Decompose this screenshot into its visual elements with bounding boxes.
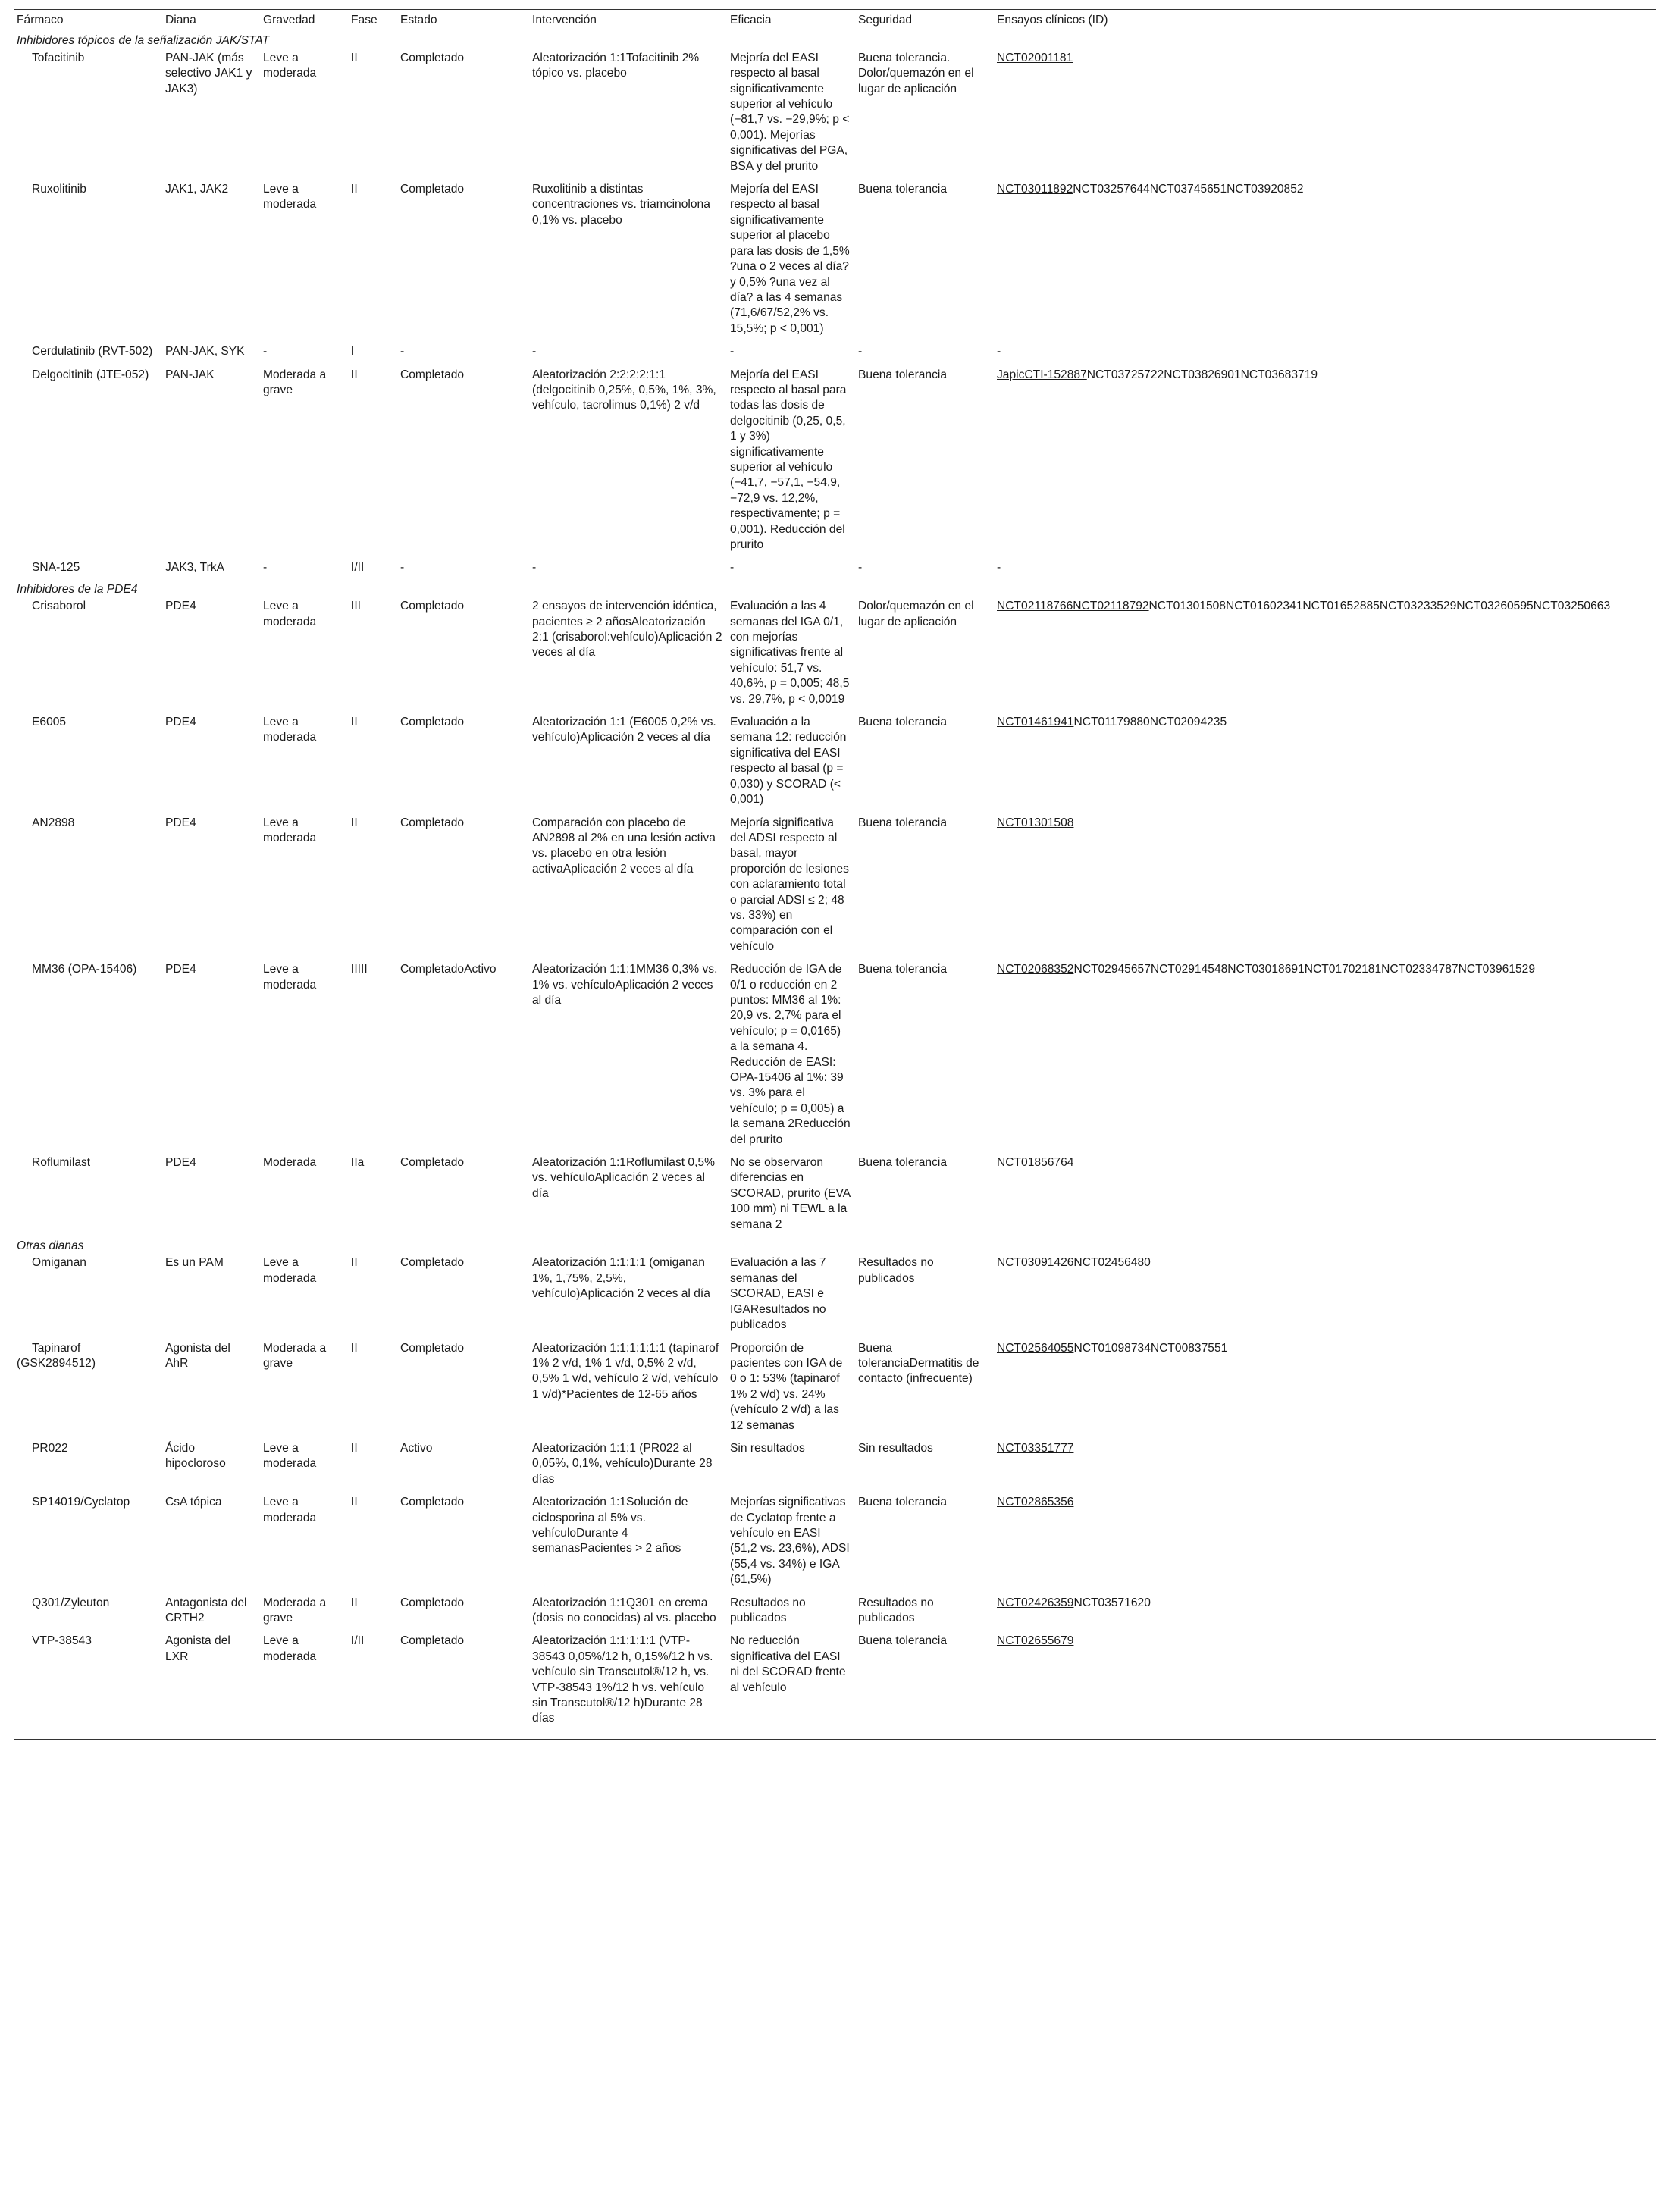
header-seguridad: Seguridad (855, 10, 994, 33)
cell-intervention: Aleatorización 1:1Tofacitinib 2% tópico vs. placebo (532, 51, 703, 80)
cell-safety: Buena tolerancia (858, 963, 948, 976)
table-row (14, 597, 1656, 713)
cell-drug-name: Delgocitinib (JTE-052) (32, 368, 149, 381)
cell-target: PDE4 (165, 600, 196, 613)
cell-drug-name: Ruxolitinib (32, 183, 86, 196)
cell-drug-name: Tofacitinib (32, 51, 85, 64)
table-row (14, 180, 1656, 343)
cell-severity: Leve a moderada (263, 716, 317, 744)
trial-ids: NCT03091426NCT02456480 (997, 1256, 1151, 1270)
trial-link[interactable]: NCT01461941 (997, 716, 1074, 729)
trial-ids: NCT03571620 (1073, 1596, 1151, 1609)
cell-efficacy: Reducción de IGA de 0/1 o reducción en 2 puntos: MM36 al 1%: 20,9 vs. 2,7% para el vehículo; p = 0,0165) a la semana 4. Reducción de EASI: OPA-15406 al 1%: 39 vs. 3% para el vehículo; p = 0,005) a la semana 2Reducción del prurito (730, 963, 854, 1146)
cell-status: Completado (400, 1156, 465, 1170)
cell-intervention: Aleatorización 1:1 (E6005 0,2% vs. vehículo)Aplicación 2 veces al día (532, 716, 720, 744)
cell-status: Completado (400, 816, 465, 829)
table-row (14, 814, 1656, 961)
cell-efficacy: Mejoría del EASI respecto al basal para todas las dosis de delgocitinib (0,25, 0,5, 1 y 3%) significativamente superior al vehículo (−41,7, −57,1, −54,9, −72,9 vs. 12,2%, respectivamente; p = 0,001). Reducción del prurito (730, 368, 850, 551)
trial-link[interactable]: NCT02001181 (997, 51, 1073, 64)
cell-target: Agonista del LXR (162, 1632, 260, 1739)
table-row (14, 1493, 1656, 1593)
cell-severity: Leve a moderada (263, 51, 317, 80)
cell-status: CompletadoActivo (400, 963, 497, 976)
cell-drug-name: AN2898 (32, 816, 75, 829)
cell-severity: Leve a moderada (263, 816, 317, 844)
trial-link[interactable]: NCT02655679 (997, 1634, 1074, 1648)
cell-safety: Buena tolerancia (858, 183, 948, 196)
table-body (14, 33, 1656, 1739)
cell-target: Es un PAM (165, 1256, 224, 1270)
cell-severity: Leve a moderada (263, 600, 317, 628)
cell-drug-name: Crisaborol (32, 600, 86, 613)
cell-trials (994, 1254, 1656, 1339)
table-row (14, 1254, 1656, 1339)
trial-link[interactable]: NCT02426359 (997, 1596, 1074, 1609)
cell-drug-name: E6005 (32, 716, 67, 729)
cell-intervention: Aleatorización 1:1:1:1 (omiganan 1%, 1,75%, 2,5%, vehículo)Aplicación 2 veces al día (532, 1256, 710, 1301)
section-header-row (14, 1239, 1656, 1254)
cell-severity: - (263, 561, 268, 575)
section-header-row (14, 582, 1656, 597)
cell-trials (994, 180, 1656, 343)
cell-safety: - (858, 345, 863, 359)
cell-trials (994, 559, 1656, 581)
cell-trials (994, 713, 1656, 813)
cell-intervention: Aleatorización 1:1:1:1:1:1 (tapinarof 1% 2 v/d, 1% 1 v/d, 0,5% 2 v/d, 0,5% 1 v/d, vehículo 2 v/d, vehículo 1 v/d)*Pacientes de 12-65 años (532, 1341, 722, 1401)
cell-phase: II (351, 183, 358, 196)
cell-phase: II (351, 1496, 358, 1509)
cell-target: PAN-JAK (165, 368, 215, 381)
cell-target: PDE4 (165, 716, 196, 729)
cell-safety: Buena tolerancia (858, 1156, 948, 1170)
cell-efficacy: Evaluación a las 7 semanas del SCORAD, EASI e IGAResultados no publicados (730, 1256, 829, 1332)
cell-trials (994, 366, 1656, 559)
cell-status: Completado (400, 183, 465, 196)
trial-link[interactable]: NCT02564055 (997, 1341, 1074, 1355)
cell-status: - (400, 561, 405, 575)
cell-intervention: - (532, 345, 537, 359)
cell-intervention: - (532, 561, 537, 575)
cell-drug-name: Tapinarof (GSK2894512) (17, 1341, 96, 1370)
cell-status: Activo (400, 1441, 433, 1455)
cell-severity: Moderada a grave (263, 368, 330, 396)
cell-trials (994, 960, 1656, 1154)
trial-ids: NCT02945657NCT02914548NCT03018691NCT01702181NCT02334787NCT03961529 (1073, 963, 1536, 976)
cell-severity: Moderada a grave (263, 1596, 330, 1625)
cell-status: Completado (400, 51, 465, 64)
cell-intervention: Comparación con placebo de AN2898 al 2% en una lesión activa vs. placebo en otra lesión activaAplicación 2 veces al día (532, 816, 719, 876)
header-farmaco: Fármaco (14, 10, 162, 33)
table-header-row (14, 10, 1656, 33)
trial-link[interactable]: NCT01301508 (997, 816, 1074, 829)
trial-link[interactable]: NCT02865356 (997, 1496, 1074, 1509)
cell-severity: - (263, 345, 268, 359)
cell-target: PDE4 (165, 816, 196, 829)
cell-status: Completado (400, 716, 465, 729)
cell-phase: IIIII (351, 963, 368, 976)
table-row (14, 559, 1656, 581)
section-title: Inhibidores de la PDE4 (17, 582, 138, 596)
cell-efficacy: No reducción significativa del EASI ni del SCORAD frente al vehículo (727, 1632, 855, 1739)
trial-ids: - (997, 561, 1001, 575)
cell-status: Completado (400, 1341, 465, 1355)
cell-safety: Buena tolerancia (858, 368, 948, 381)
trial-ids: NCT03725722NCT03826901NCT03683719 (1086, 368, 1318, 381)
cell-drug-name: Q301/Zyleuton (32, 1596, 110, 1609)
trial-ids: NCT01301508NCT01602341NCT01652885NCT03233529NCT03260595NCT03250663 (1148, 600, 1611, 613)
cell-drug-name: PR022 (32, 1441, 68, 1455)
header-ensayos: Ensayos clínicos (ID) (994, 10, 1656, 33)
trial-link[interactable]: NCT03011892 (997, 183, 1073, 196)
cell-trials (994, 343, 1656, 365)
cell-target: PAN-JAK (más selectivo JAK1 y JAK3) (165, 51, 255, 96)
cell-phase: II (351, 1341, 358, 1355)
cell-drug-name: SNA-125 (32, 561, 80, 575)
cell-severity: Leve a moderada (263, 963, 317, 992)
cell-safety: Resultados no publicados (858, 1256, 938, 1285)
cell-trials (994, 597, 1656, 713)
header-estado: Estado (397, 10, 529, 33)
cell-severity: Moderada a grave (263, 1341, 330, 1370)
header-diana: Diana (162, 10, 260, 33)
trial-link[interactable]: NCT03351777 (997, 1441, 1074, 1455)
cell-safety: Buena tolerancia (858, 816, 948, 829)
cell-trials (994, 1493, 1656, 1593)
cell-intervention: Aleatorización 1:1:1:1:1 (VTP-38543 0,05%/12 h, 0,15%/12 h vs. vehículo sin Transcutol®/12 h, vs. VTP-38543 1%/12 h vs. vehículo sin Transcutol®/12 h)Durante 28 días (529, 1632, 727, 1739)
trial-ids: NCT01098734NCT00837551 (1073, 1341, 1228, 1355)
cell-intervention: Ruxolitinib a distintas concentraciones vs. triamcinolona 0,1% vs. placebo (532, 183, 714, 227)
cell-phase: II (351, 1256, 358, 1270)
trial-ids: NCT01179880NCT02094235 (1073, 716, 1227, 729)
header-gravedad: Gravedad (260, 10, 348, 33)
cell-efficacy: Proporción de pacientes con IGA de 0 o 1: 53% (tapinarof 1% 2 v/d) vs. 24% (vehículo 2 v/d) a las 12 semanas (730, 1341, 846, 1432)
cell-intervention: 2 ensayos de intervención idéntica, pacientes ≥ 2 añosAleatorización 2:1 (crisaborol:vehículo)Aplicación 2 veces al día (532, 600, 725, 660)
cell-status: Completado (400, 600, 465, 613)
cell-drug-name: SP14019/Cyclatop (32, 1496, 130, 1509)
cell-efficacy: Mejoría significativa del ADSI respecto al basal, mayor proporción de lesiones con aclaramiento total o parcial ADSI ≤ 2; 48 vs. 33%) en comparación con el vehículo (730, 816, 853, 953)
cell-efficacy: Evaluación a las 4 semanas del IGA 0/1, con mejorías significativas frente al vehículo: 51,7 vs. 40,6%, p = 0,005; 48,5 vs. 29,7%, p < 0,0019 (730, 600, 853, 706)
cell-severity: Leve a moderada (263, 1496, 317, 1524)
cell-target: CsA tópica (165, 1496, 222, 1509)
cell-phase: I/II (348, 1632, 397, 1739)
cell-intervention: Aleatorización 1:1:1MM36 0,3% vs. 1% vs. vehículoAplicación 2 veces al día (532, 963, 721, 1007)
cell-trials (994, 814, 1656, 961)
cell-severity: Leve a moderada (260, 1632, 348, 1739)
cell-target: JAK1, JAK2 (165, 183, 229, 196)
cell-drug-name: Omiganan (32, 1256, 86, 1270)
cell-phase: II (351, 51, 358, 64)
cell-efficacy: Mejoría del EASI respecto al basal significativamente superior al placebo para las dosis de 1,5% ?una o 2 veces al día? y 0,5% ?una vez al día? a las 4 semanas (71,6/67/52,2% vs. 15,5%; p < 0,001) (730, 183, 854, 335)
cell-intervention: Aleatorización 1:1Roflumilast 0,5% vs. vehículoAplicación 2 veces al día (532, 1156, 719, 1200)
cell-safety: Buena tolerancia (855, 1632, 994, 1739)
table-row (14, 1339, 1656, 1440)
cell-safety: Buena tolerancia (858, 716, 948, 729)
cell-safety: Resultados no publicados (858, 1596, 938, 1625)
cell-trials (994, 49, 1656, 180)
trial-link[interactable]: JapicCTI-152887 (997, 368, 1087, 381)
table-row (14, 960, 1656, 1154)
cell-phase: II (351, 1596, 358, 1609)
cell-efficacy: Resultados no publicados (730, 1596, 810, 1625)
cell-status: Completado (400, 1596, 465, 1609)
cell-target: PDE4 (165, 1156, 196, 1170)
table-row (14, 49, 1656, 180)
cell-status: Completado (400, 368, 465, 381)
cell-status: - (400, 345, 405, 359)
cell-status: Completado (400, 1256, 465, 1270)
cell-trials (994, 1154, 1656, 1239)
cell-trials (994, 1594, 1656, 1633)
cell-severity: Leve a moderada (263, 1256, 317, 1285)
cell-status: Completado (400, 1496, 465, 1509)
cell-intervention: Aleatorización 1:1Solución de ciclosporina al 5% vs. vehículoDurante 4 semanasPacientes > 2 años (532, 1496, 691, 1556)
cell-safety: Sin resultados (858, 1441, 933, 1455)
cell-efficacy: Mejorías significativas de Cyclatop frente a vehículo en EASI (51,2 vs. 23,6%), ADSI (55,4 vs. 34%) e IGA (61,5%) (730, 1496, 854, 1587)
cell-trials (994, 1339, 1656, 1440)
cell-intervention: Aleatorización 2:2:2:2:1:1 (delgocitinib 0,25%, 0,5%, 1%, 3%, vehículo, tacrolimus 0,1%) 2 v/d (532, 368, 720, 412)
cell-safety: Dolor/quemazón en el lugar de aplicación (858, 600, 977, 628)
cell-phase: II (351, 1441, 358, 1455)
cell-phase: III (351, 600, 361, 613)
cell-trials (994, 1440, 1656, 1493)
cell-severity: Leve a moderada (263, 1441, 317, 1471)
header-fase: Fase (348, 10, 397, 33)
cell-status: Completado (397, 1632, 529, 1739)
section-header-row (14, 33, 1656, 49)
cell-safety: Buena tolerancia (858, 1496, 948, 1509)
trial-link[interactable]: NCT02118766NCT02118792 (997, 600, 1149, 613)
trial-link[interactable]: NCT02068352 (997, 963, 1074, 976)
cell-phase: II (351, 368, 358, 381)
table-row (14, 1632, 1656, 1739)
cell-drug-name: Cerdulatinib (RVT-502) (32, 345, 153, 359)
table-row (14, 1594, 1656, 1633)
cell-phase: II (351, 716, 358, 729)
cell-drug-name: MM36 (OPA-15406) (32, 963, 137, 976)
table-row (14, 1440, 1656, 1493)
cell-phase: I/II (351, 561, 365, 575)
trial-ids: - (997, 345, 1001, 359)
table-row (14, 366, 1656, 559)
cell-safety: Buena toleranciaDermatitis de contacto (infrecuente) (858, 1341, 982, 1386)
header-intervencion: Intervención (529, 10, 727, 33)
cell-target: Antagonista del CRTH2 (165, 1596, 250, 1625)
cell-target: Ácido hipocloroso (165, 1441, 226, 1471)
section-title: Inhibidores tópicos de la señalización JAK/STAT (17, 34, 270, 48)
cell-efficacy: - (730, 561, 735, 575)
cell-efficacy: Sin resultados (730, 1441, 805, 1455)
cell-phase: I (351, 345, 355, 359)
cell-efficacy: - (730, 345, 735, 359)
cell-drug-name: VTP-38543 (14, 1632, 162, 1739)
cell-target: PAN-JAK, SYK (165, 345, 245, 359)
cell-drug-name: Roflumilast (32, 1156, 91, 1170)
cell-severity: Leve a moderada (263, 183, 317, 211)
trial-ids: NCT03257644NCT03745651NCT03920852 (1073, 183, 1304, 196)
table-row (14, 343, 1656, 365)
cell-phase: IIa (351, 1156, 365, 1170)
trial-link[interactable]: NCT01856764 (997, 1156, 1074, 1170)
cell-efficacy: No se observaron diferencias en SCORAD, prurito (EVA 100 mm) ni TEWL a la semana 2 (730, 1156, 854, 1231)
cell-intervention: Aleatorización 1:1Q301 en crema (dosis no conocidas) al vs. placebo (532, 1596, 716, 1625)
cell-safety: Buena tolerancia. Dolor/quemazón en el lugar de aplicación (858, 51, 977, 96)
cell-trials (994, 1632, 1656, 1739)
cell-phase: II (351, 816, 358, 829)
cell-safety: - (858, 561, 863, 575)
section-title: Otras dianas (17, 1239, 84, 1253)
clinical-trials-table (14, 9, 1656, 1740)
header-eficacia: Eficacia (727, 10, 855, 33)
cell-target: PDE4 (165, 963, 196, 976)
table-row (14, 713, 1656, 813)
cell-target: JAK3, TrkA (165, 561, 224, 575)
cell-intervention: Aleatorización 1:1:1 (PR022 al 0,05%, 0,1%, vehículo)Durante 28 días (532, 1441, 716, 1486)
cell-target: Agonista del AhR (165, 1341, 233, 1370)
cell-efficacy: Evaluación a la semana 12: reducción significativa del EASI respecto al basal (p = 0,030) y SCORAD (< 0,001) (730, 716, 850, 807)
cell-severity: Moderada (263, 1156, 317, 1170)
table-row (14, 1154, 1656, 1239)
cell-efficacy: Mejoría del EASI respecto al basal significativamente superior al vehículo (−81,7 vs. −29,9%; p < 0,001). Mejorías significativas del PGA, BSA y del prurito (730, 51, 853, 173)
